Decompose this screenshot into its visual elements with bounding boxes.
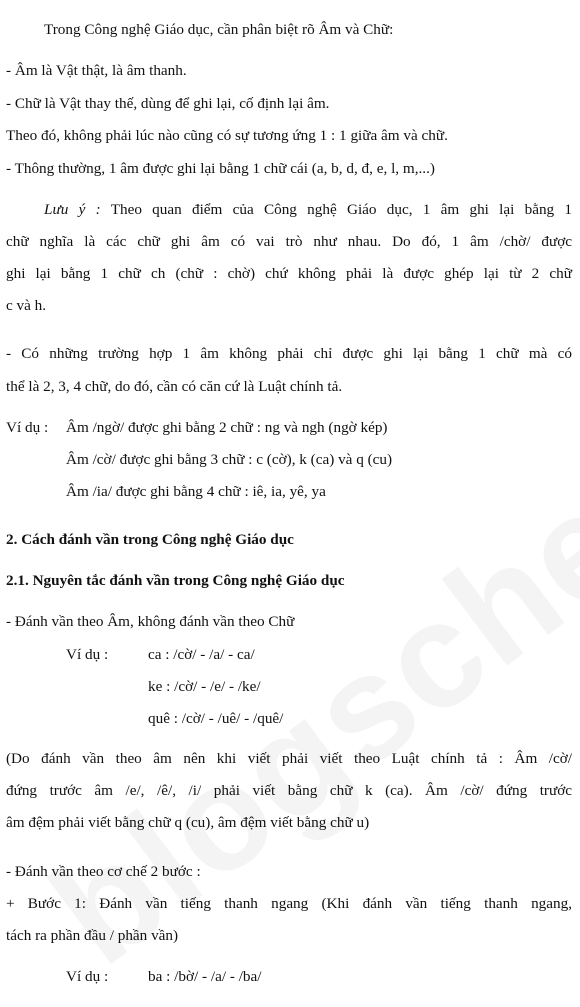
example-label-1: Ví dụ : (6, 419, 49, 436)
note-line-1 (44, 200, 572, 220)
example-label-2: Ví dụ : (66, 646, 109, 663)
section-heading-2: 2. Cách đánh vần trong Công nghệ Giáo dục (6, 531, 294, 548)
example-ke: ke : /cờ/ - /e/ - /ke/ (148, 678, 261, 695)
paragraph-luat-chinh-ta-2: đứng trước âm /e/, /ê/, /i/ phải viết bằng chữ k (ca). Âm /cờ/ đứng trước (6, 782, 572, 799)
example-label-3: Ví dụ : (66, 968, 109, 985)
bullet-co-che-2-buoc: - Đánh vần theo cơ chế 2 bước : (6, 863, 201, 880)
note-line-3: ghi lại bằng 1 chữ ch (chữ : chờ) chứ không phải là được ghép lại từ 2 chữ (6, 265, 572, 282)
example-ba: ba : /bờ/ - /a/ - /ba/ (148, 968, 262, 985)
note-line-2: chữ nghĩa là các chữ ghi âm có vai trò như nhau. Do đó, 1 âm /chờ/ được (6, 233, 572, 250)
bullet-am: - Âm là Vật thật, là âm thanh. (6, 62, 187, 79)
watermark-text (20, 439, 580, 998)
section-heading-2-1: 2.1. Nguyên tắc đánh vần trong Công nghệ Giáo dục (6, 572, 345, 589)
paragraph-theo-do: Theo đó, không phải lúc nào cũng có sự tương ứng 1 : 1 giữa âm và chữ. (6, 127, 448, 144)
bullet-thong-thuong: - Thông thường, 1 âm được ghi lại bằng 1 chữ cái (a, b, d, đ, e, l, m,...) (6, 160, 435, 177)
example-co: Âm /cờ/ được ghi bằng 3 chữ : c (cờ), k (ca) và q (cu) (66, 451, 393, 468)
example-ia: Âm /ia/ được ghi bằng 4 chữ : iê, ia, yê, ya (66, 483, 326, 500)
paragraph-luat-chinh-ta-3: âm đệm phải viết bằng chữ q (cu), âm đệm viết bằng chữ u) (6, 814, 370, 831)
note-label: Lưu ý : (44, 201, 101, 218)
note-line-4: c và h. (6, 297, 47, 314)
paragraph-luat-chinh-ta-1: (Do đánh vần theo âm nên khi viết phải viết theo Luật chính tả : Âm /cờ/ (6, 750, 572, 767)
bullet-danh-van-theo-am: - Đánh vần theo Âm, không đánh vần theo Chữ (6, 613, 295, 630)
example-ngo: Âm /ngờ/ được ghi bằng 2 chữ : ng và ngh (ngờ kép) (66, 419, 388, 436)
paragraph-cases-2: thể là 2, 3, 4 chữ, do đó, cần có căn cứ là Luật chính tả. (6, 378, 343, 395)
paragraph-intro: Trong Công nghệ Giáo dục, cần phân biệt rõ Âm và Chữ: (44, 21, 394, 38)
paragraph-cases-1: - Có những trường hợp 1 âm không phải chỉ được ghi lại bằng 1 chữ mà có (6, 345, 572, 362)
example-que: quê : /cờ/ - /uê/ - /quê/ (148, 710, 284, 727)
step-1-line-2: tách ra phần đầu / phần vần) (6, 927, 179, 944)
note-text: Theo quan điểm của Công nghệ Giáo dục, 1 âm ghi lại bằng 1 (110, 201, 573, 218)
bullet-chu: - Chữ là Vật thay thế, dùng để ghi lại, cố định lại âm. (6, 95, 330, 112)
step-1-line-1: + Bước 1: Đánh vần tiếng thanh ngang (Khi đánh vần tiếng thanh ngang, (6, 895, 572, 912)
example-ca: ca : /cờ/ - /a/ - ca/ (148, 646, 255, 663)
